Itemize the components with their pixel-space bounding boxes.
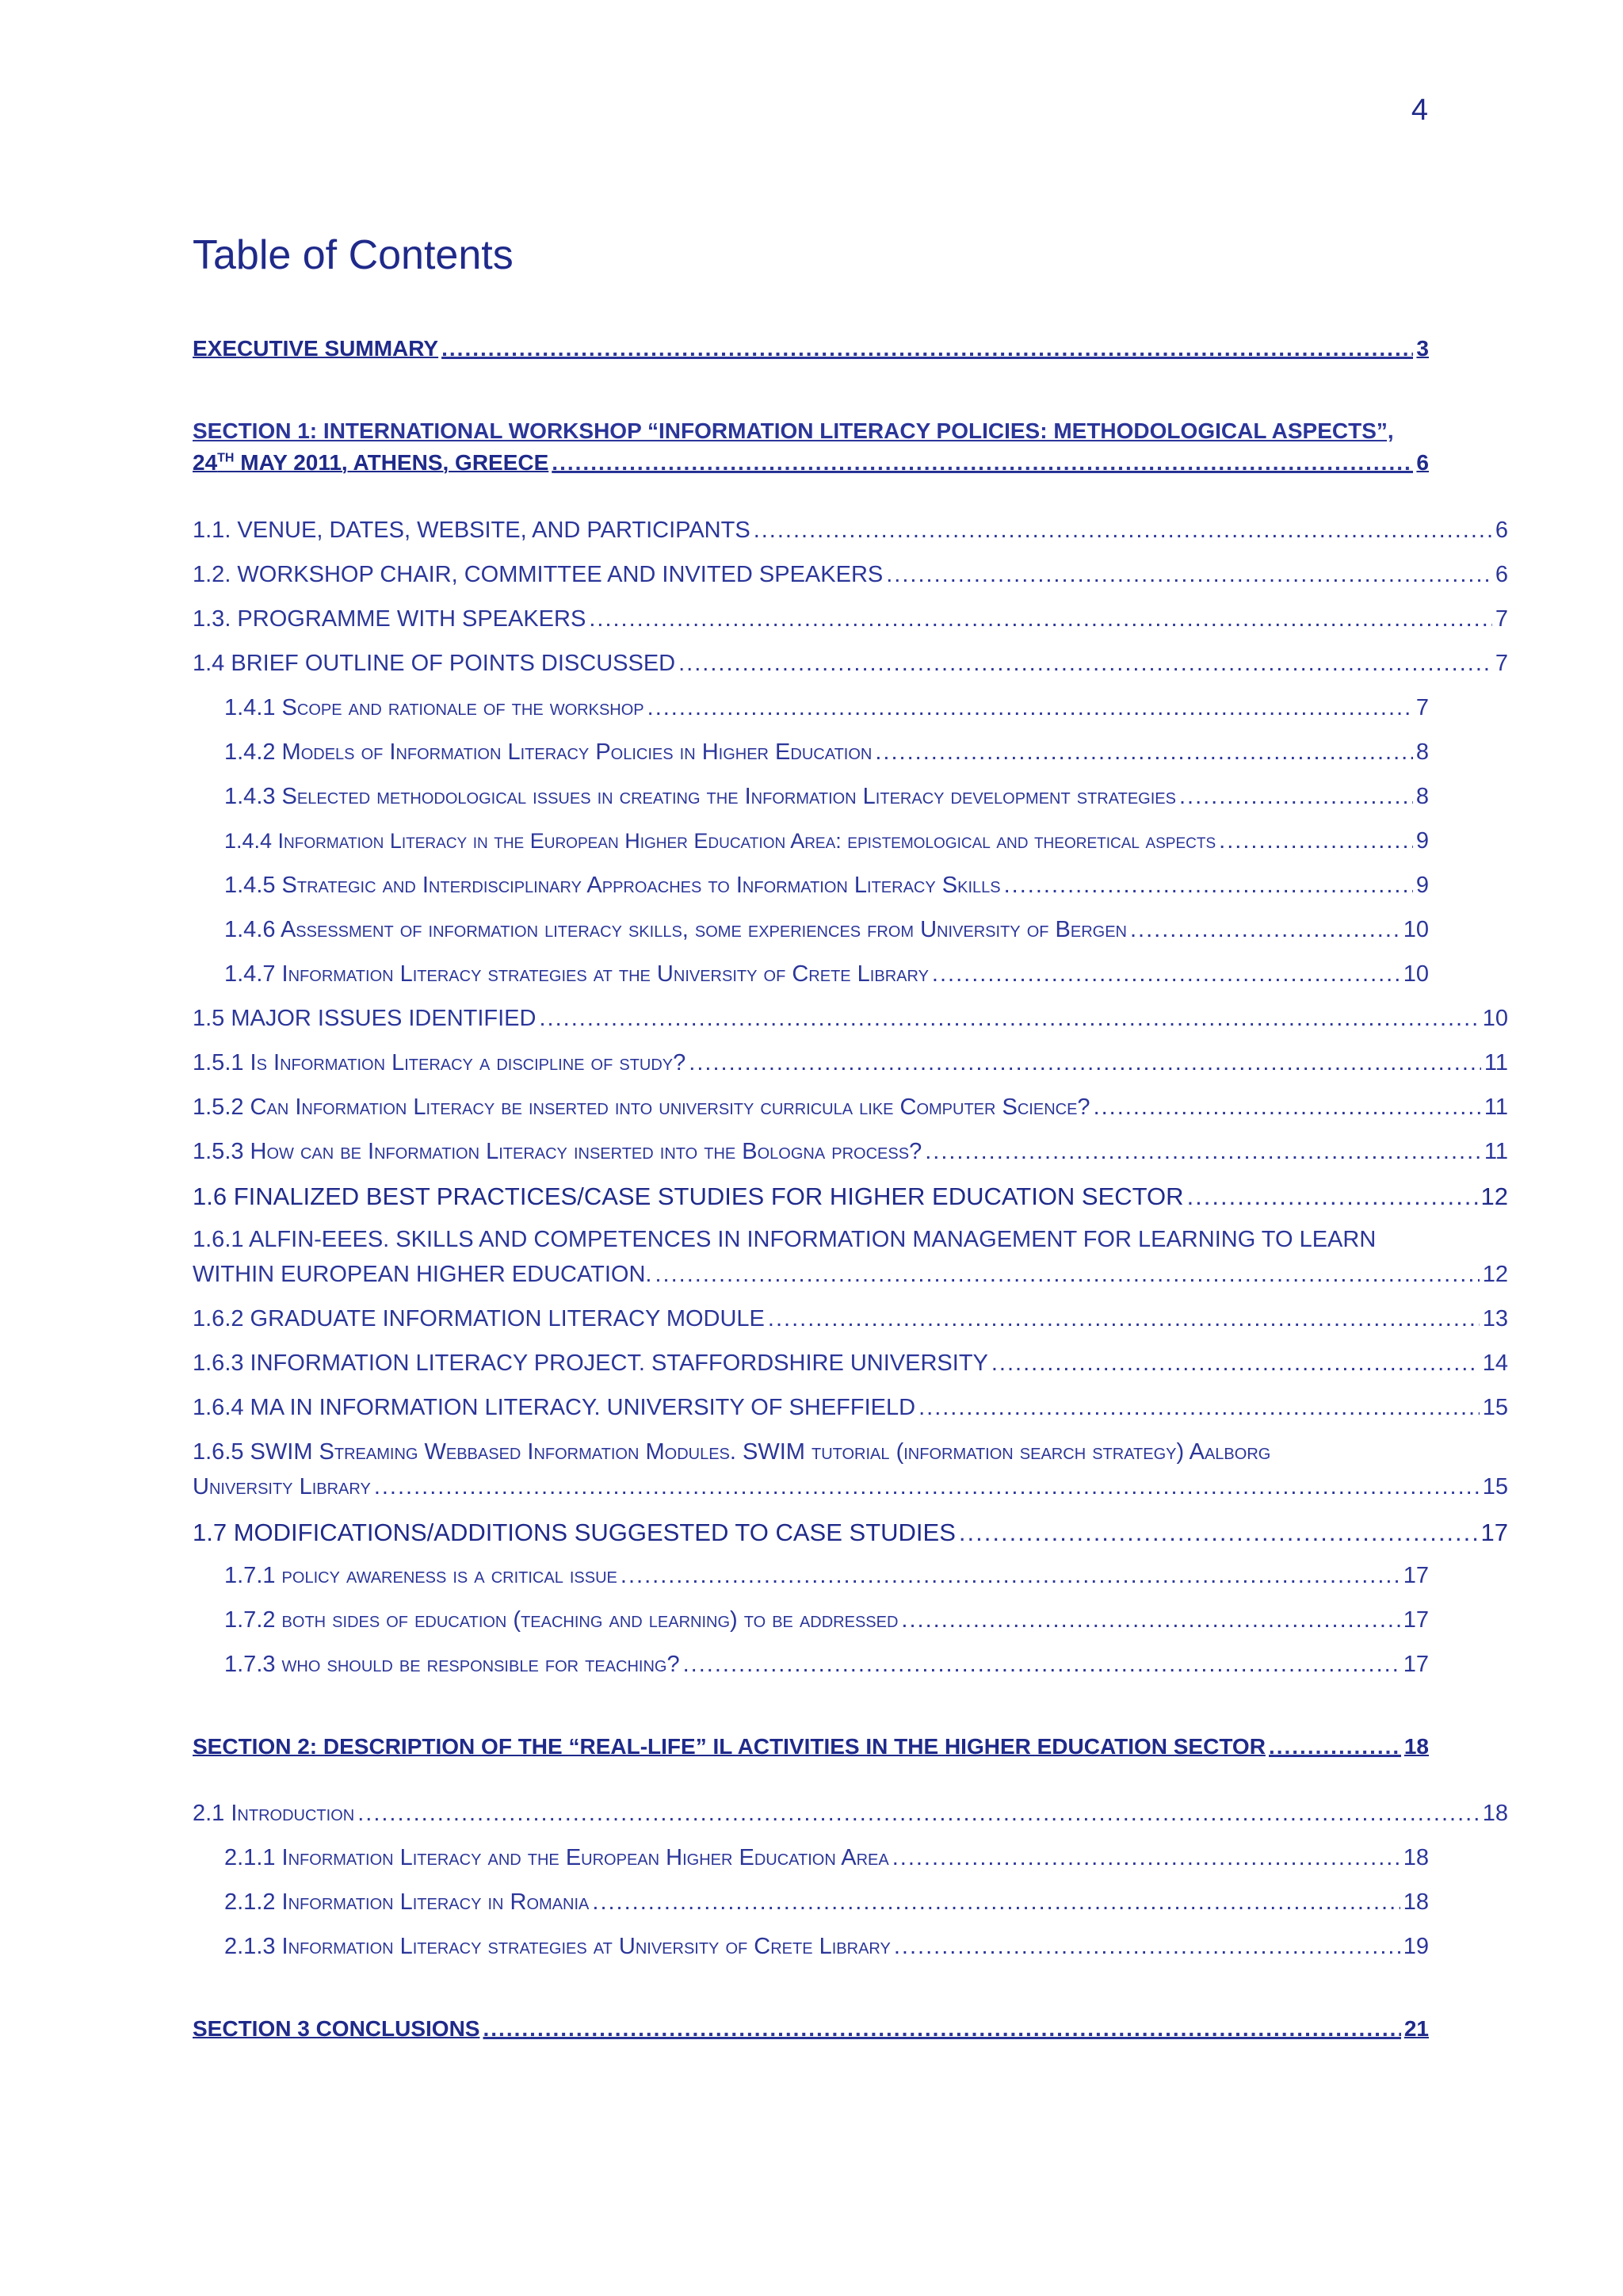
- toc-entry-1-4[interactable]: 1.4 BRIEF OUTLINE OF POINTS DISCUSSED ..... 7: [193, 651, 1508, 677]
- toc-entry-1-7[interactable]: 1.7 MODIFICATIONS/ADDITIONS SUGGESTED TO CASE STUDIES ..... 17: [193, 1519, 1508, 1547]
- toc-entry-section-3[interactable]: SECTION 3 CONCLUSIONS ..... 21: [193, 2016, 1429, 2042]
- toc-entry-1-6-2[interactable]: 1.6.2 GRADUATE INFORMATION LITERACY MODULE ..... 13: [193, 1306, 1508, 1332]
- toc-entry-1-4-6[interactable]: 1.4.6 Assessment of information literacy skills, some experiences from University of Bergen ..... 10: [224, 917, 1429, 943]
- toc-entry-1-4-7[interactable]: 1.4.7 Information Literacy strategies at the University of Crete Library ..... 10: [224, 961, 1429, 988]
- toc-entry-1-4-3[interactable]: 1.4.3 Selected methodological issues in creating the Information Literacy development strategies ..... 8: [224, 784, 1429, 810]
- toc-entry-section-2[interactable]: SECTION 2: DESCRIPTION OF THE “REAL-LIFE” IL ACTIVITIES IN THE HIGHER EDUCATION SECTOR ..... 18: [193, 1734, 1429, 1759]
- toc-entry-section-1-line1[interactable]: SECTION 1: INTERNATIONAL WORKSHOP “INFORMATION LITERACY POLICIES: METHODOLOGICAL ASPECTS”,: [193, 418, 1394, 443]
- toc-entry-1-3[interactable]: 1.3. PROGRAMME WITH SPEAKERS ..... 7: [193, 606, 1508, 632]
- toc-entry-1-4-2[interactable]: 1.4.2 Models of Information Literacy Policies in Higher Education ..... 8: [224, 739, 1429, 766]
- toc-entry-2-1[interactable]: 2.1 Introduction ..... 18: [193, 1801, 1508, 1827]
- toc-entry-1-6-5[interactable]: University Library ..... 15: [193, 1474, 1508, 1500]
- toc-entry-1-6-5-line1[interactable]: 1.6.5 SWIM Streaming Webbased Information Modules. SWIM tutorial (information search strategy) Aalborg: [193, 1439, 1271, 1465]
- toc-entry-1-6-1[interactable]: WITHIN EUROPEAN HIGHER EDUCATION. ..... 12: [193, 1262, 1508, 1288]
- page-number: 4: [1411, 94, 1428, 127]
- toc-entry-1-1[interactable]: 1.1. VENUE, DATES, WEBSITE, AND PARTICIPANTS ..... 6: [193, 518, 1508, 544]
- toc-entry-section-1[interactable]: 24TH MAY 2011, ATHENS, GREECE ..... 6: [193, 450, 1429, 476]
- toc-entry-2-1-3[interactable]: 2.1.3 Information Literacy strategies at University of Crete Library ..... 19: [224, 1934, 1429, 1960]
- toc-entry-1-6[interactable]: 1.6 FINALIZED BEST PRACTICES/CASE STUDIES FOR HIGHER EDUCATION SECTOR ..... 12: [193, 1182, 1508, 1211]
- toc-entry-1-7-3[interactable]: 1.7.3 who should be responsible for teaching? ..... 17: [224, 1652, 1429, 1678]
- toc-entry-1-4-5[interactable]: 1.4.5 Strategic and Interdisciplinary Approaches to Information Literacy Skills ..... 9: [224, 873, 1429, 899]
- toc-entry-1-6-4[interactable]: 1.6.4 MA IN INFORMATION LITERACY. UNIVERSITY OF SHEFFIELD ..... 15: [193, 1395, 1508, 1421]
- toc-entry-1-5-2[interactable]: 1.5.2 Can Information Literacy be inserted into university curricula like Computer Science? ..... 11: [193, 1095, 1508, 1121]
- toc-entry-1-5-1[interactable]: 1.5.1 Is Information Literacy a discipline of study? ..... 11: [193, 1050, 1508, 1076]
- toc-entry-1-5-3[interactable]: 1.5.3 How can be Information Literacy inserted into the Bologna process? ..... 11: [193, 1139, 1508, 1165]
- toc-entry-executive-summary[interactable]: EXECUTIVE SUMMARY ..... 3: [193, 336, 1429, 361]
- toc-entry-2-1-1[interactable]: 2.1.1 Information Literacy and the European Higher Education Area ..... 18: [224, 1845, 1429, 1871]
- toc-entry-1-7-1[interactable]: 1.7.1 policy awareness is a critical issue ..... 17: [224, 1563, 1429, 1589]
- toc-entry-1-7-2[interactable]: 1.7.2 both sides of education (teaching and learning) to be addressed ..... 17: [224, 1607, 1429, 1633]
- toc-entry-1-5[interactable]: 1.5 MAJOR ISSUES IDENTIFIED ..... 10: [193, 1006, 1508, 1032]
- toc-entry-1-2[interactable]: 1.2. WORKSHOP CHAIR, COMMITTEE AND INVITED SPEAKERS ..... 6: [193, 562, 1508, 588]
- toc-entry-1-4-1[interactable]: 1.4.1 Scope and rationale of the workshop ..... 7: [224, 695, 1429, 721]
- toc-entry-2-1-2[interactable]: 2.1.2 Information Literacy in Romania ..... 18: [224, 1889, 1429, 1916]
- toc-entry-1-4-4[interactable]: 1.4.4 Information Literacy in the European Higher Education Area: epistemological and theoretical aspects ..... 9: [224, 828, 1429, 854]
- toc-title: Table of Contents: [193, 232, 514, 278]
- toc-entry-1-6-1-line1[interactable]: 1.6.1 ALFIN-EEES. SKILLS AND COMPETENCES IN INFORMATION MANAGEMENT FOR LEARNING TO LEARN: [193, 1227, 1377, 1252]
- toc-entry-1-6-3[interactable]: 1.6.3 INFORMATION LITERACY PROJECT. STAFFORDSHIRE UNIVERSITY ..... 14: [193, 1350, 1508, 1377]
